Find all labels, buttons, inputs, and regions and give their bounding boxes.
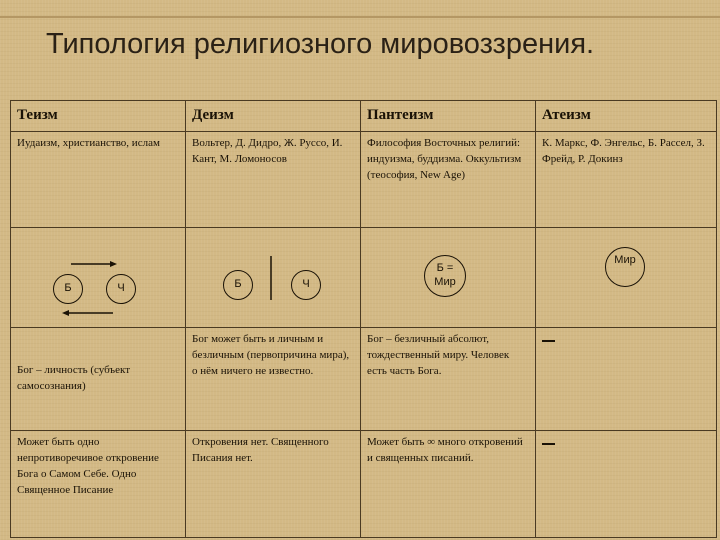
arrow-left-head [62,310,69,316]
god-concept-atheism [536,327,717,430]
slide-title: Типология религиозного мировоззрения. [46,28,595,60]
top-rule [0,16,720,18]
god-equals-label: Б = [436,262,454,274]
god-world-circle [424,255,466,297]
diagram-pantheism [361,227,536,327]
god-concept-deism: Бог может быть и личным и безличным (первопричина мира), о нём ничего не известно. [186,327,361,430]
arrow-right-head [110,261,117,267]
revelation-theism: Может быть одно непротиворечивое откровение Бога о Самом Себе. Одно Священное Писание [11,430,186,537]
revelation-atheism [536,430,717,537]
god-concept-pantheism: Бог – безличный абсолют, тождественный миру. Человек есть часть Бога. [361,327,536,430]
dash-mark [542,443,555,445]
world-circle [605,247,645,287]
examples-pantheism: Философия Восточных религий: индуизма, буддизма. Оккультизм (теософия, New Age) [361,131,536,227]
god-circle-label: Б [234,277,242,290]
separation-line [186,228,361,328]
world-label: Мир [434,275,456,288]
human-circle-label: Ч [117,281,125,294]
examples-atheism: К. Маркс, Ф. Энгельс, Б. Рассел, З. Фрейд, Р. Докинз [536,131,717,227]
human-circle-label: Ч [302,277,310,290]
table-row-god-concept [11,327,717,430]
table-row-revelation [11,430,717,537]
revelation-pantheism: Может быть ∞ много откровений и священных писаний. [361,430,536,537]
diagram-deism [186,227,361,327]
table-row-headers [11,101,717,132]
diagram-theism [11,227,186,327]
diagram-atheism [536,227,717,327]
religion-typology-table [10,100,717,538]
god-concept-theism: Бог – личность (субъект самосознания) [11,327,186,430]
header-atheism: Атеизм [536,101,717,132]
two-way-arrows [11,228,186,328]
table-row-examples [11,131,717,227]
header-pantheism: Пантеизм [361,101,536,132]
dash-mark [542,340,555,342]
header-deism: Деизм [186,101,361,132]
examples-deism: Вольтер, Д. Дидро, Ж. Руссо, И. Кант, М. Ломоносов [186,131,361,227]
world-circle-label: Мир [614,253,636,266]
table-row-diagrams [11,227,717,327]
god-circle-label: Б [64,281,72,294]
examples-theism: Иудаизм, христианство, ислам [11,131,186,227]
header-theism: Теизм [11,101,186,132]
revelation-deism: Откровения нет. Священного Писания нет. [186,430,361,537]
